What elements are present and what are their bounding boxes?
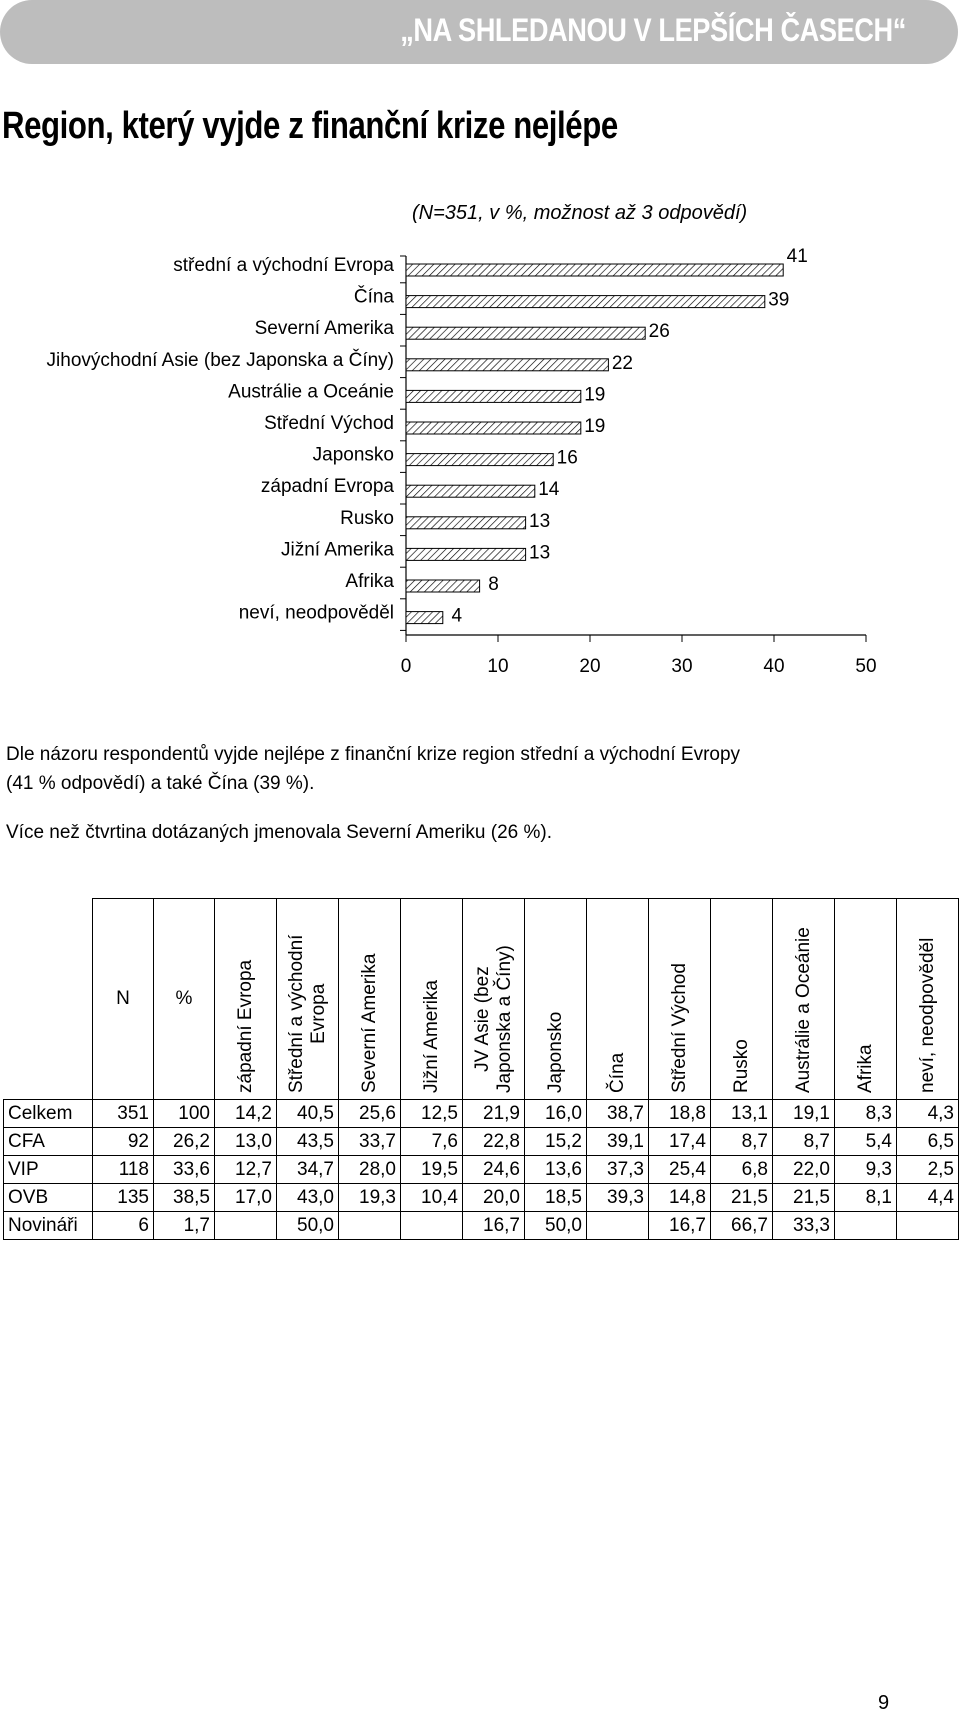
x-tick-label: 50 xyxy=(855,656,877,677)
x-tick-label: 20 xyxy=(579,656,601,677)
header-wrap xyxy=(463,899,524,1099)
header-wrap xyxy=(835,899,896,1099)
table-cell: 40,5 xyxy=(277,1100,339,1128)
table-cell: 20,0 xyxy=(463,1184,525,1212)
category-label: Austrálie a Oceánie xyxy=(228,381,394,403)
table-cell: 4,3 xyxy=(897,1100,959,1128)
banner-title: „NA SHLEDANOU V LEPŠÍCH ČASECH“ xyxy=(400,12,906,48)
bar xyxy=(406,264,783,276)
header-label xyxy=(235,960,257,1093)
table-cell: 22,0 xyxy=(773,1156,835,1184)
table-cell: 12,7 xyxy=(215,1156,277,1184)
category-label: západní Evropa xyxy=(260,476,394,498)
header-wrap xyxy=(649,899,710,1099)
table-cell: 17,0 xyxy=(215,1184,277,1212)
table-cell: 9,3 xyxy=(835,1156,897,1184)
category-label: neví, neodpověděl xyxy=(238,602,394,624)
table-cell: 33,3 xyxy=(773,1212,835,1240)
table-cell: 6,8 xyxy=(711,1156,773,1184)
table-cell: 8,1 xyxy=(835,1184,897,1212)
category-label: Afrika xyxy=(345,571,394,592)
category-label: střední a východní Evropa xyxy=(173,255,394,276)
data-label: 22 xyxy=(611,352,633,374)
table-cell: 2,5 xyxy=(897,1156,959,1184)
x-tick-label: 30 xyxy=(671,656,693,677)
bar xyxy=(406,390,581,402)
table-cell xyxy=(215,1212,277,1240)
bar xyxy=(406,548,526,560)
data-label: 13 xyxy=(529,510,551,532)
table-header-cell xyxy=(215,899,277,1100)
header-line: Austrálie a Oceánie xyxy=(792,927,814,1093)
data-label: 4 xyxy=(451,605,463,627)
data-label: 14 xyxy=(538,479,560,501)
table-header-cell xyxy=(525,899,587,1100)
table-cell: 135 xyxy=(93,1184,154,1212)
table-cell: 351 xyxy=(93,1100,154,1128)
header-wrap xyxy=(897,899,958,1099)
header-wrap xyxy=(525,899,586,1099)
x-tick-label: 10 xyxy=(487,656,509,677)
header-line: Japonsko xyxy=(544,1011,566,1093)
header-label xyxy=(286,935,330,1093)
chart-subtitle: (N=351, v %, možnost až 3 odpovědí) xyxy=(412,202,748,224)
table-cell: 38,7 xyxy=(587,1100,649,1128)
table-header-cell xyxy=(463,899,525,1100)
header-line: Jižní Amerika xyxy=(420,980,442,1093)
paragraph-north-america: Více než čtvrtina dotázaných jmenovala Severní Ameriku (26 %). xyxy=(6,822,552,843)
row-label: OVB xyxy=(4,1184,93,1212)
table-cell: 33,6 xyxy=(154,1156,215,1184)
table-row xyxy=(4,1212,959,1240)
header-line: Evropa xyxy=(307,983,329,1044)
header-label xyxy=(359,954,381,1093)
table-cell: 5,4 xyxy=(835,1128,897,1156)
header-wrap xyxy=(711,899,772,1099)
table-cell: 25,6 xyxy=(339,1100,401,1128)
page-title: Region, který vyjde z finanční krize nejlépe xyxy=(2,105,618,147)
table-header-cell xyxy=(649,899,711,1100)
table-cell: 19,3 xyxy=(339,1184,401,1212)
table-header-cell xyxy=(587,899,649,1100)
row-label: CFA xyxy=(4,1128,93,1156)
header-line: Japonska a Číny) xyxy=(493,945,515,1093)
x-tick-label: 0 xyxy=(400,656,412,677)
bar xyxy=(406,485,535,497)
table-cell: 1,7 xyxy=(154,1212,215,1240)
data-label: 19 xyxy=(584,384,606,406)
table-cell: 50,0 xyxy=(525,1212,587,1240)
header-wrap xyxy=(339,899,400,1099)
header-wrap xyxy=(587,899,648,1099)
table-header-cell xyxy=(93,899,154,1100)
header-line: JV Asie (bez xyxy=(471,966,493,1072)
table-header-cell xyxy=(401,899,463,1100)
header-line: Čína xyxy=(606,1052,628,1093)
table-cell: 21,5 xyxy=(711,1184,773,1212)
bar xyxy=(406,296,765,308)
table-cell: 17,4 xyxy=(649,1128,711,1156)
table-header-cell xyxy=(773,899,835,1100)
header-label xyxy=(669,963,691,1093)
table-cell: 43,0 xyxy=(277,1184,339,1212)
table-cell: 12,5 xyxy=(401,1100,463,1128)
header-label: % xyxy=(175,988,193,1009)
table-cell: 34,7 xyxy=(277,1156,339,1184)
bar xyxy=(406,327,645,339)
paragraph-line: (41 % odpovědí) a také Čína (39 %). xyxy=(6,773,315,794)
table-cell: 21,9 xyxy=(463,1100,525,1128)
table-cell: 13,6 xyxy=(525,1156,587,1184)
header-label xyxy=(545,1012,567,1093)
table-header-cell xyxy=(897,899,959,1100)
data-label: 41 xyxy=(786,246,808,267)
table-cell: 25,4 xyxy=(649,1156,711,1184)
table-cell: 33,7 xyxy=(339,1128,401,1156)
table-row xyxy=(4,1184,959,1212)
table-cell: 6,5 xyxy=(897,1128,959,1156)
header-label xyxy=(917,938,939,1093)
table-cell: 13,1 xyxy=(711,1100,773,1128)
category-label: Japonsko xyxy=(312,444,394,466)
category-label: Střední Východ xyxy=(264,413,394,434)
table-cell: 14,2 xyxy=(215,1100,277,1128)
table-cell: 118 xyxy=(93,1156,154,1184)
row-label: Celkem xyxy=(4,1100,93,1128)
table-cell: 24,6 xyxy=(463,1156,525,1184)
data-label: 16 xyxy=(556,447,578,469)
row-label: Novináři xyxy=(4,1212,93,1240)
data-label: 19 xyxy=(584,416,606,437)
table-corner xyxy=(4,899,93,1100)
header-label xyxy=(421,980,443,1093)
data-label: 8 xyxy=(488,574,499,595)
header-line: neví, neodpověděl xyxy=(916,937,938,1093)
header-line: Afrika xyxy=(854,1044,876,1093)
table-cell: 39,1 xyxy=(587,1128,649,1156)
table-cell: 4,4 xyxy=(897,1184,959,1212)
data-label: 39 xyxy=(768,289,790,311)
table-cell: 16,7 xyxy=(463,1212,525,1240)
table-cell: 37,3 xyxy=(587,1156,649,1184)
table-cell xyxy=(897,1212,959,1240)
table-header-cell xyxy=(277,899,339,1100)
table-cell: 21,5 xyxy=(773,1184,835,1212)
bar xyxy=(406,422,581,434)
header-label: N xyxy=(116,988,130,1009)
table-cell: 15,2 xyxy=(525,1128,587,1156)
category-label: Jihovýchodní Asie (bez Japonska a Číny) xyxy=(46,349,394,371)
table-cell: 16,7 xyxy=(649,1212,711,1240)
bar xyxy=(406,517,526,529)
header-wrap xyxy=(773,899,834,1099)
table-cell: 39,3 xyxy=(587,1184,649,1212)
header-label xyxy=(472,945,516,1093)
header-wrap xyxy=(215,899,276,1099)
row-label: VIP xyxy=(4,1156,93,1184)
table-cell xyxy=(339,1212,401,1240)
table-cell: 22,8 xyxy=(463,1128,525,1156)
table-cell: 6 xyxy=(93,1212,154,1240)
table-cell: 19,1 xyxy=(773,1100,835,1128)
table-row xyxy=(4,1100,959,1128)
bar xyxy=(406,454,553,466)
header-label xyxy=(855,1044,877,1093)
table-cell xyxy=(835,1212,897,1240)
table-row xyxy=(4,1128,959,1156)
header-label xyxy=(731,1039,753,1093)
paragraph-summary xyxy=(6,740,740,798)
x-tick-label: 40 xyxy=(763,656,785,677)
table-cell: 13,0 xyxy=(215,1128,277,1156)
data-label: 13 xyxy=(529,542,551,564)
table-cell: 38,5 xyxy=(154,1184,215,1212)
table-cell: 16,0 xyxy=(525,1100,587,1128)
category-label: Severní Amerika xyxy=(254,318,394,340)
results-table xyxy=(3,898,959,1240)
table-cell: 8,7 xyxy=(711,1128,773,1156)
table-cell: 19,5 xyxy=(401,1156,463,1184)
table-row xyxy=(4,1156,959,1184)
header-label xyxy=(607,1053,629,1093)
table-cell: 43,5 xyxy=(277,1128,339,1156)
table-cell: 100 xyxy=(154,1100,215,1128)
table-cell xyxy=(401,1212,463,1240)
header-label xyxy=(793,927,815,1093)
header-wrap xyxy=(401,899,462,1099)
table-cell: 18,5 xyxy=(525,1184,587,1212)
table-cell: 92 xyxy=(93,1128,154,1156)
header-banner xyxy=(0,0,958,64)
table-header-row xyxy=(4,899,959,1100)
table-cell: 28,0 xyxy=(339,1156,401,1184)
bar xyxy=(406,359,608,371)
bar-chart xyxy=(0,245,900,685)
category-label: Jižní Amerika xyxy=(281,539,394,561)
bar xyxy=(406,580,480,592)
table-cell: 66,7 xyxy=(711,1212,773,1240)
table-cell: 26,2 xyxy=(154,1128,215,1156)
table-header-cell xyxy=(835,899,897,1100)
header-line: Rusko xyxy=(730,1039,752,1093)
category-label: Čína xyxy=(353,286,394,308)
table-header-cell xyxy=(154,899,215,1100)
header-line: Severní Amerika xyxy=(358,953,380,1093)
page-number: 9 xyxy=(878,1692,890,1714)
table-cell: 10,4 xyxy=(401,1184,463,1212)
header-line: západní Evropa xyxy=(234,959,256,1093)
category-label: Rusko xyxy=(340,507,394,529)
table-cell: 18,8 xyxy=(649,1100,711,1128)
table-cell: 8,7 xyxy=(773,1128,835,1156)
table-header-cell xyxy=(711,899,773,1100)
table-cell xyxy=(587,1212,649,1240)
header-line: Střední Východ xyxy=(668,963,690,1093)
data-label: 26 xyxy=(648,321,670,343)
table-cell: 14,8 xyxy=(649,1184,711,1212)
header-wrap xyxy=(277,899,338,1099)
table-cell: 8,3 xyxy=(835,1100,897,1128)
table-cell: 50,0 xyxy=(277,1212,339,1240)
bar xyxy=(406,612,443,624)
header-line: Střední a východní xyxy=(285,934,307,1093)
paragraph-line: Dle názoru respondentů vyjde nejlépe z finanční krize region střední a východní Evropy xyxy=(6,744,741,765)
table-cell: 7,6 xyxy=(401,1128,463,1156)
table-header-cell xyxy=(339,899,401,1100)
